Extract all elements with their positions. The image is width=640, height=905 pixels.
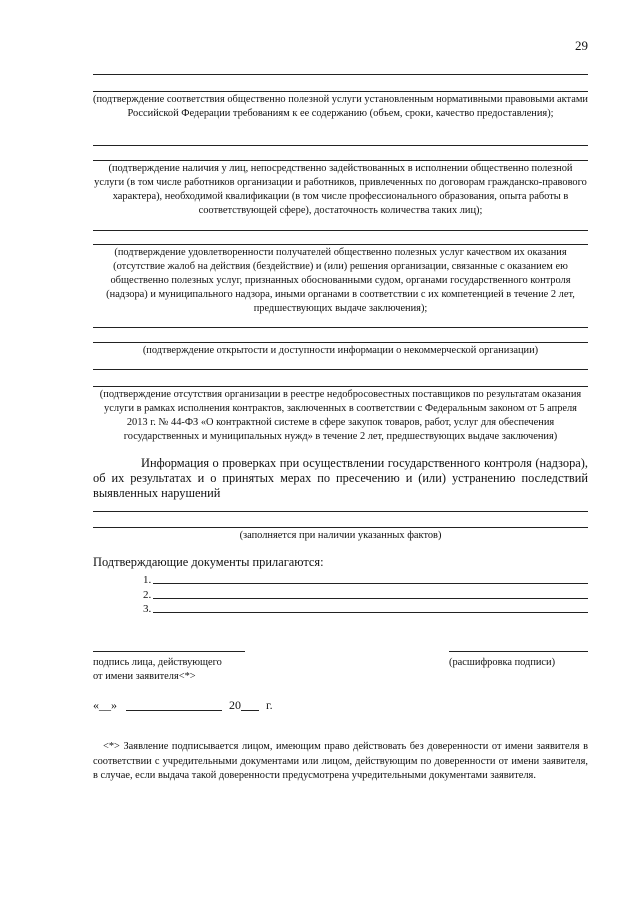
fill-line bbox=[93, 511, 588, 512]
date-month-blank bbox=[126, 698, 222, 711]
fill-line bbox=[93, 244, 588, 245]
fill-line bbox=[93, 160, 588, 161]
attachment-line bbox=[153, 598, 588, 599]
attachment-item-3 bbox=[143, 601, 588, 615]
attachment-item-2 bbox=[143, 587, 588, 601]
date-row bbox=[93, 698, 273, 713]
date-day: «__» bbox=[93, 698, 117, 712]
caption-facts: (заполняется при наличии указанных фактов) bbox=[239, 530, 442, 541]
attachment-item-1 bbox=[143, 572, 588, 586]
attachment-number: 2. bbox=[143, 589, 152, 601]
signature-decoding-line bbox=[449, 651, 588, 652]
fill-line bbox=[93, 145, 588, 146]
date-year-prefix: 20 bbox=[229, 698, 241, 712]
footnote: <*> Заявление подписывается лицом, имеющим право действовать без доверенности от имени заявителя в соответствии с учредительными документами или лицом, действующим по доверенности от имени заявителя, в случае, если выдача такой доверенности предусмотрена учредительными документами заявителя. bbox=[93, 741, 588, 781]
fill-line bbox=[93, 386, 588, 387]
signature-line bbox=[93, 651, 245, 652]
attachment-number: 1. bbox=[143, 574, 152, 586]
attachment-line bbox=[153, 583, 588, 584]
caption-satisfaction: (подтверждение удовлетворенности получателей общественно полезных услуг качеством их оказания (отсутствие жалоб на действия (бездействие) и (или) решения организации, связанные с оказанием ею общественно полезных услуг, признанных обоснованными судом, органами государственного контроля (надзора) и муниципального надзора, иными органами в соответствии с их компетенцией в течение 2 лет, предшествующих выдаче заключения); bbox=[106, 247, 575, 314]
signature-decoding-label: (расшифровка подписи) bbox=[449, 657, 556, 668]
fill-line bbox=[93, 74, 588, 75]
page-number: 29 bbox=[575, 38, 588, 53]
attachment-line bbox=[153, 612, 588, 613]
fill-line bbox=[93, 230, 588, 231]
caption-openness: (подтверждение открытости и доступности информации о некоммерческой организации) bbox=[142, 345, 539, 356]
caption-personnel: (подтверждение наличия у лиц, непосредственно задействованных в исполнении общественно полезной услуги (в том числе работников организации и работников, привлеченных по договорам гражданско-правового характера), необходимой квалификации (в том числе профессионального образования, опыта работы в соответствующей сфере), достаточность количества таких лиц); bbox=[94, 163, 587, 216]
date-year-suffix: г. bbox=[266, 698, 273, 712]
fill-line bbox=[93, 369, 588, 370]
fill-line bbox=[93, 91, 588, 92]
attachment-number: 3. bbox=[143, 603, 152, 615]
caption-compliance: (подтверждение соответствия общественно полезной услуги установленным нормативными правовыми актами Российской Федерации требованиям к ее содержанию (объем, сроки, качество предоставления); bbox=[93, 94, 588, 119]
signature-label: подпись лица, действующего bbox=[93, 657, 222, 668]
signature-label-2: от имени заявителя<*> bbox=[93, 671, 196, 682]
fill-line bbox=[93, 327, 588, 328]
fill-line bbox=[93, 342, 588, 343]
caption-registry: (подтверждение отсутствия организации в реестре недобросовестных поставщиков по результатам оказания услуги в рамках исполнения контрактов, заключенных в соответствии с Федеральным законом от 5 апреля 2013 г. № 44-ФЗ «О контрактной системе в сфере закупок товаров, работ, услуг для обеспечения государственных и муниципальных нужд» в течение 2 лет, предшествующих выдаче заключения) bbox=[99, 389, 582, 442]
fill-line bbox=[93, 527, 588, 528]
date-year-blank bbox=[241, 698, 259, 711]
inspection-info-text: Информация о проверках при осуществлении государственного контроля (надзора), об их результатах и о принятых мерах по пресечению и (или) устранению последствий выявленных нарушений bbox=[93, 456, 588, 500]
attachments-title: Подтверждающие документы прилагаются: bbox=[93, 555, 324, 569]
